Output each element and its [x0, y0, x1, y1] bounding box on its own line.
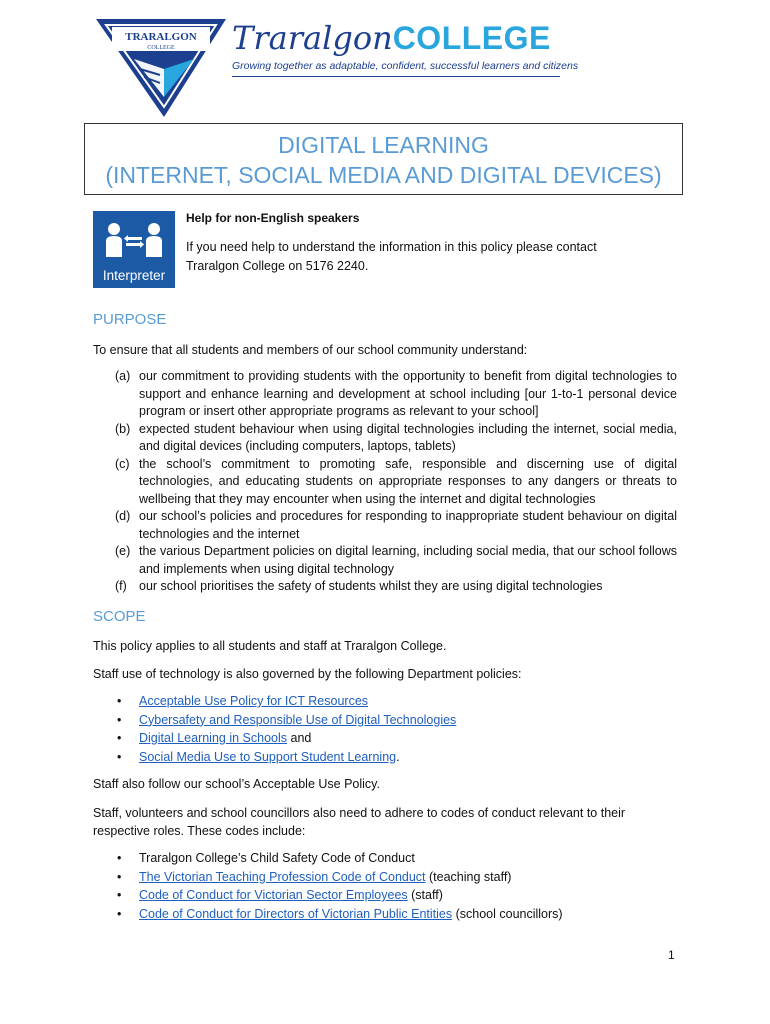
list-marker: (d) — [115, 509, 131, 523]
list-item — [93, 748, 456, 767]
list-item — [93, 729, 456, 748]
bullet-icon: • — [117, 694, 122, 708]
scope-paragraph-3: Staff also follow our school’s Acceptable Use Policy. — [93, 777, 380, 791]
shield-text-top: TRARALGON — [125, 31, 197, 43]
bullet-icon: • — [117, 906, 122, 921]
list-item — [93, 868, 563, 887]
scope-heading: SCOPE — [93, 608, 146, 625]
college-wordmark — [232, 18, 551, 58]
document-title-line1: DIGITAL LEARNING — [278, 132, 489, 158]
list-marker: (f) — [115, 579, 127, 593]
list-item — [93, 905, 563, 924]
scope-paragraph-4: Staff, volunteers and school councillors also need to adhere to codes of conduct relevant to their respective roles. These codes include: — [93, 806, 626, 838]
list-item — [93, 421, 677, 456]
list-item — [93, 849, 563, 868]
list-item — [93, 368, 677, 421]
help-text: If you need help to understand the information in this policy please contact Traralgon College on 5176 2240. — [186, 240, 597, 273]
list-marker: (e) — [115, 544, 131, 558]
list-item-suffix: . — [396, 749, 400, 764]
bullet-icon: • — [117, 851, 122, 865]
wordmark-traralgon: Traralgon — [232, 19, 393, 57]
purpose-intro: To ensure that all students and members of our school community understand: — [93, 343, 528, 357]
scope-paragraph-2: Staff use of technology is also governed by the following Department policies: — [93, 667, 522, 681]
interpreter-icon-label: Interpreter — [102, 268, 166, 283]
document-title-line2: (INTERNET, SOCIAL MEDIA AND DIGITAL DEVICES) — [105, 162, 662, 188]
list-item-text: the school’s commitment to promoting safe, responsible and discerning use of digital technologies, and educating students on appropriate responses to any dangers or threats to wellbeing that they may encounter when using the internet and digital technologies — [139, 456, 677, 506]
list-item-suffix: (teaching staff) — [425, 869, 512, 884]
college-tagline: Growing together as adaptable, confident, successful learners and citizens — [232, 60, 579, 72]
policy-link[interactable]: Acceptable Use Policy for ICT Resources — [139, 694, 369, 708]
policy-link[interactable]: Digital Learning in Schools — [139, 731, 288, 745]
list-item — [93, 508, 677, 543]
policy-link[interactable]: Cybersafety and Responsible Use of Digital Technologies — [139, 712, 457, 727]
list-item-text: the various Department policies on digital learning, including social media, that our school follows and implements when using digital technology — [139, 544, 677, 576]
college-shield-logo — [94, 17, 228, 119]
bullet-icon: • — [117, 749, 122, 764]
bullet-icon: • — [117, 731, 122, 745]
bullet-icon: • — [117, 712, 122, 727]
list-item-suffix: (school councillors) — [452, 906, 563, 921]
wordmark-college: COLLEGE — [392, 20, 551, 56]
list-item — [93, 886, 563, 905]
shield-text-sub: COLLEGE — [147, 45, 175, 51]
list-marker: (b) — [115, 421, 131, 436]
list-marker: (c) — [115, 456, 130, 471]
list-marker: (a) — [115, 369, 131, 383]
purpose-heading: PURPOSE — [93, 311, 167, 328]
bullet-icon: • — [117, 888, 122, 902]
page-number: 1 — [668, 948, 675, 962]
scope-paragraph-1: This policy applies to all students and staff at Traralgon College. — [93, 639, 447, 653]
code-link[interactable]: Code of Conduct for Victorian Sector Employees — [139, 888, 408, 902]
policy-link[interactable]: Social Media Use to Support Student Learning — [139, 749, 397, 764]
list-item — [93, 456, 677, 509]
tagline-divider — [232, 76, 560, 77]
list-item-text: our commitment to providing students with the opportunity to benefit from digital technologies to support and enhance learning and development at school including [our 1-to-1 personal device program or insert other appropriate programs as relevant to your school] — [139, 369, 677, 418]
list-item — [93, 578, 677, 596]
help-heading: Help for non-English speakers — [186, 211, 360, 225]
list-item — [93, 711, 456, 730]
department-policy-list — [93, 692, 456, 766]
list-item-suffix: (staff) — [407, 888, 443, 902]
list-item — [93, 692, 456, 711]
bullet-icon: • — [117, 869, 122, 884]
purpose-list — [93, 368, 677, 596]
interpreter-icon — [93, 211, 175, 288]
code-link[interactable]: Code of Conduct for Directors of Victorian Public Entities — [139, 906, 453, 921]
list-item-text: Traralgon College’s Child Safety Code of Conduct — [139, 851, 415, 865]
list-item — [93, 543, 677, 578]
list-item-text: expected student behaviour when using digital technologies including the internet, social media, and digital devices (including computers, laptops, tablets) — [139, 421, 677, 453]
document-title-box — [84, 123, 683, 195]
list-item-text: our school’s policies and procedures for responding to inappropriate student behaviour on digital technologies and the internet — [139, 509, 677, 541]
codes-of-conduct-list — [93, 849, 563, 923]
list-item-text: our school prioritises the safety of students whilst they are using digital technologies — [139, 579, 603, 593]
code-link[interactable]: The Victorian Teaching Profession Code of Conduct — [139, 869, 426, 884]
list-item-suffix: and — [287, 731, 312, 745]
